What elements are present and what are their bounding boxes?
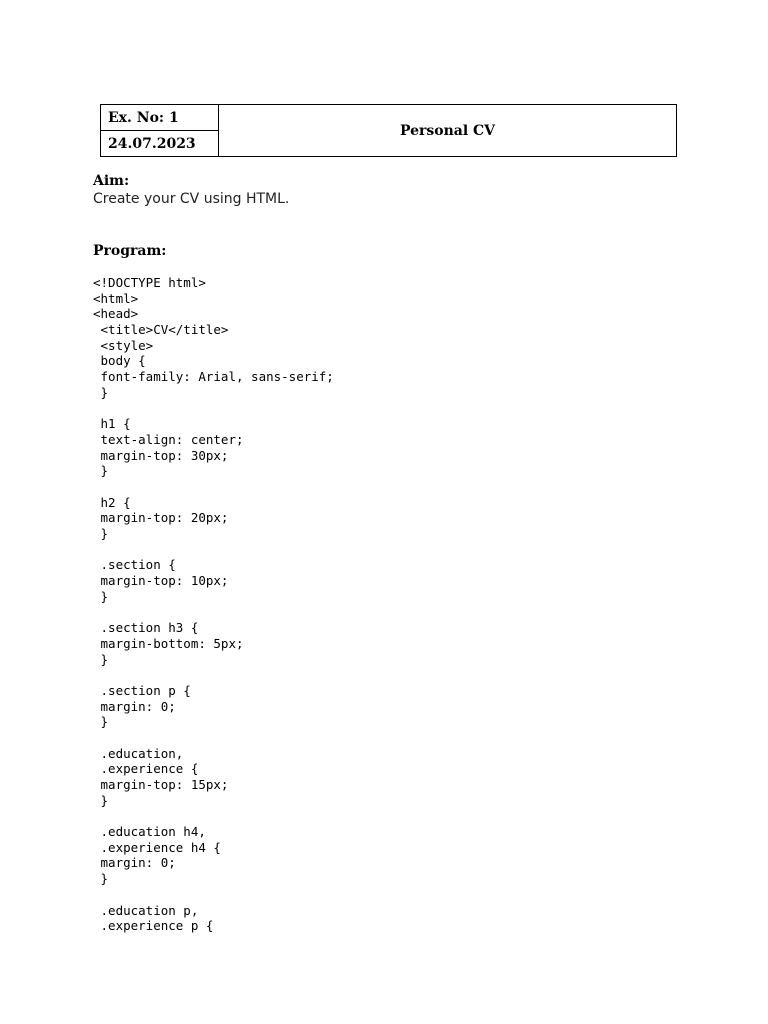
code-line bbox=[93, 542, 334, 558]
code-line: .education h4, bbox=[93, 824, 206, 840]
code-line: } bbox=[93, 714, 109, 730]
code-line: text-align: center; bbox=[93, 431, 244, 447]
code-line bbox=[93, 887, 334, 903]
code-line: margin-top: 20px; bbox=[93, 510, 229, 526]
exercise-date: 24.07.2023 bbox=[101, 131, 219, 157]
code-line: h1 { bbox=[93, 416, 131, 432]
code-line: body { bbox=[93, 353, 146, 369]
code-line: } bbox=[93, 384, 109, 400]
code-line bbox=[93, 730, 334, 746]
code-line: margin-bottom: 5px; bbox=[93, 635, 244, 651]
code-line: margin-top: 15px; bbox=[93, 777, 229, 792]
code-line: <head> bbox=[93, 306, 139, 322]
code-line: <html> bbox=[93, 290, 139, 306]
code-line bbox=[93, 808, 334, 824]
code-line: .education, bbox=[93, 745, 184, 761]
code-line: .education p, bbox=[93, 902, 199, 918]
code-line: margin: 0; bbox=[93, 698, 176, 714]
code-line bbox=[93, 604, 334, 620]
code-line: margin-top: 10px; bbox=[93, 573, 229, 589]
code-line: .experience h4 { bbox=[93, 839, 221, 855]
code-line: } bbox=[93, 871, 109, 887]
code-line: h2 { bbox=[93, 494, 131, 510]
code-line: .section { bbox=[93, 557, 176, 573]
code-line: <!DOCTYPE html> bbox=[93, 275, 206, 290]
code-line: <title>CV</title> bbox=[93, 322, 229, 338]
aim-text: Create your CV using HTML. bbox=[93, 191, 290, 207]
program-heading: Program: bbox=[93, 243, 167, 259]
code-line: } bbox=[93, 588, 109, 604]
exercise-title: Personal CV bbox=[219, 105, 677, 157]
code-line: .section p { bbox=[93, 682, 191, 698]
code-line bbox=[93, 479, 334, 495]
code-line bbox=[93, 667, 334, 683]
code-line: margin-top: 30px; bbox=[93, 447, 229, 463]
code-line: } bbox=[93, 526, 109, 541]
code-line: } bbox=[93, 651, 109, 667]
code-line: .experience p { bbox=[93, 918, 214, 934]
program-code-block bbox=[93, 275, 334, 934]
exercise-header-table bbox=[100, 104, 677, 157]
code-line: } bbox=[93, 463, 109, 479]
aim-heading: Aim: bbox=[93, 173, 130, 189]
code-line bbox=[93, 401, 334, 417]
code-line: .experience { bbox=[93, 761, 199, 777]
code-line: } bbox=[93, 792, 109, 808]
code-line: font-family: Arial, sans-serif; bbox=[93, 369, 334, 385]
code-line: <style> bbox=[93, 337, 154, 353]
code-line: .section h3 { bbox=[93, 620, 199, 636]
exercise-number: Ex. No: 1 bbox=[101, 105, 219, 131]
code-line: margin: 0; bbox=[93, 855, 176, 871]
